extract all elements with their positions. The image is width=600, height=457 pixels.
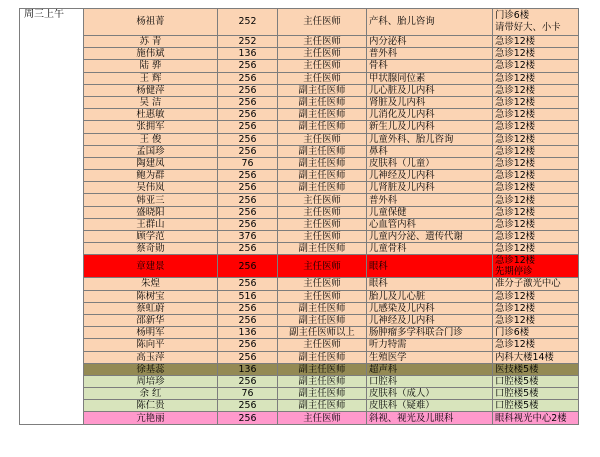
room-number: 256 <box>218 182 278 194</box>
schedule-row <box>20 351 579 363</box>
room-number: 256 <box>218 314 278 326</box>
clinic-location: 急诊12楼 <box>493 157 579 169</box>
department: 生殖医学 <box>367 351 493 363</box>
room-number: 252 <box>218 9 278 36</box>
room-number: 256 <box>218 121 278 133</box>
doctor-title: 副主任医师以上 <box>278 327 367 339</box>
clinic-location: 急诊12楼 <box>493 121 579 133</box>
schedule-row <box>20 206 579 218</box>
doctor-title: 主任医师 <box>278 278 367 290</box>
department: 儿心脏及儿内科 <box>367 84 493 96</box>
department: 胎儿及儿心脏 <box>367 290 493 302</box>
room-number: 256 <box>218 133 278 145</box>
department: 皮肤科（疑难） <box>367 400 493 412</box>
schedule-row <box>20 255 579 278</box>
department: 心血管内科 <box>367 218 493 230</box>
clinic-location: 眼科视光中心2楼 <box>493 412 579 424</box>
doctor-name: 亢艳丽 <box>84 412 218 424</box>
clinic-location: 急诊12楼 先期停诊 <box>493 255 579 278</box>
clinic-location: 准分子激光中心 <box>493 278 579 290</box>
department: 普外科 <box>367 48 493 60</box>
department: 儿消化及儿内科 <box>367 109 493 121</box>
department: 儿神经及儿内科 <box>367 314 493 326</box>
room-number: 256 <box>218 109 278 121</box>
schedule-row <box>20 36 579 48</box>
clinic-location: 急诊12楼 <box>493 314 579 326</box>
department: 肠肿瘤多学科联合门诊 <box>367 327 493 339</box>
clinic-location: 门诊6楼 请带好大、小卡 <box>493 9 579 36</box>
clinic-location: 急诊12楼 <box>493 170 579 182</box>
schedule-row <box>20 278 579 290</box>
room-number: 256 <box>218 60 278 72</box>
doctor-title: 副主任医师 <box>278 388 367 400</box>
clinic-location: 急诊12楼 <box>493 231 579 243</box>
schedule-row <box>20 231 579 243</box>
clinic-location: 急诊12楼 <box>493 302 579 314</box>
room-number: 256 <box>218 206 278 218</box>
clinic-location: 急诊12楼 <box>493 339 579 351</box>
doctor-title: 副主任医师 <box>278 400 367 412</box>
clinic-location: 急诊12楼 <box>493 60 579 72</box>
department: 听力特需 <box>367 339 493 351</box>
clinic-location: 口腔楼5楼 <box>493 375 579 387</box>
clinic-location: 急诊12楼 <box>493 109 579 121</box>
doctor-name: 杨健萍 <box>84 84 218 96</box>
doctor-name: 朱煌 <box>84 278 218 290</box>
doctor-name: 蔡奇勋 <box>84 243 218 255</box>
clinic-location: 急诊12楼 <box>493 36 579 48</box>
clinic-location: 急诊12楼 <box>493 145 579 157</box>
schedule-row <box>20 48 579 60</box>
doctor-title: 副主任医师 <box>278 314 367 326</box>
schedule-body <box>20 9 579 425</box>
department: 普外科 <box>367 194 493 206</box>
room-number: 136 <box>218 363 278 375</box>
department: 甲状腺同位素 <box>367 72 493 84</box>
doctor-title: 主任医师 <box>278 9 367 36</box>
schedule-row <box>20 314 579 326</box>
doctor-title: 副主任医师 <box>278 109 367 121</box>
doctor-name: 陈仁贵 <box>84 400 218 412</box>
room-number: 256 <box>218 84 278 96</box>
clinic-location: 急诊12楼 <box>493 182 579 194</box>
clinic-location: 口腔楼5楼 <box>493 388 579 400</box>
clinic-location: 口腔楼5楼 <box>493 400 579 412</box>
department: 眼科 <box>367 255 493 278</box>
schedule-row <box>20 302 579 314</box>
room-number: 256 <box>218 351 278 363</box>
room-number: 256 <box>218 170 278 182</box>
schedule-row <box>20 9 579 36</box>
doctor-name: 鲍为群 <box>84 170 218 182</box>
doctor-name: 王群山 <box>84 218 218 230</box>
clinic-location: 医技楼5楼 <box>493 363 579 375</box>
department: 产科、胎儿咨询 <box>367 9 493 36</box>
doctor-title: 副主任医师 <box>278 351 367 363</box>
department: 斜视、视光及儿眼科 <box>367 412 493 424</box>
room-number: 136 <box>218 48 278 60</box>
doctor-name: 蔡虹蔚 <box>84 302 218 314</box>
room-number: 256 <box>218 400 278 412</box>
room-number: 252 <box>218 36 278 48</box>
doctor-title: 主任医师 <box>278 412 367 424</box>
schedule-row <box>20 121 579 133</box>
room-number: 256 <box>218 72 278 84</box>
doctor-name: 吴伟岚 <box>84 182 218 194</box>
doctor-name: 苏 青 <box>84 36 218 48</box>
schedule-row <box>20 145 579 157</box>
doctor-title: 副主任医师 <box>278 121 367 133</box>
doctor-name: 王 俊 <box>84 133 218 145</box>
clinic-location: 门诊6楼 <box>493 327 579 339</box>
clinic-location: 急诊12楼 <box>493 218 579 230</box>
room-number: 136 <box>218 327 278 339</box>
department: 儿神经及儿内科 <box>367 170 493 182</box>
room-number: 256 <box>218 339 278 351</box>
schedule-row <box>20 363 579 375</box>
schedule-row <box>20 412 579 424</box>
department: 儿童外科、胎儿咨询 <box>367 133 493 145</box>
doctor-title: 主任医师 <box>278 231 367 243</box>
doctor-title: 副主任医师 <box>278 375 367 387</box>
doctor-name: 章建景 <box>84 255 218 278</box>
room-number: 256 <box>218 194 278 206</box>
schedule-row <box>20 388 579 400</box>
room-number: 256 <box>218 145 278 157</box>
room-number: 256 <box>218 302 278 314</box>
department: 超声科 <box>367 363 493 375</box>
doctor-title: 主任医师 <box>278 36 367 48</box>
room-number: 256 <box>218 278 278 290</box>
doctor-title: 副主任医师 <box>278 302 367 314</box>
clinic-location: 急诊12楼 <box>493 84 579 96</box>
doctor-name: 盛晓阳 <box>84 206 218 218</box>
room-number: 256 <box>218 375 278 387</box>
room-number: 256 <box>218 218 278 230</box>
doctor-name: 高玉萍 <box>84 351 218 363</box>
schedule-row <box>20 109 579 121</box>
doctor-title: 主任医师 <box>278 72 367 84</box>
schedule-row <box>20 400 579 412</box>
schedule-row <box>20 194 579 206</box>
schedule-row <box>20 290 579 302</box>
clinic-location: 急诊12楼 <box>493 290 579 302</box>
doctor-name: 杜惠敏 <box>84 109 218 121</box>
doctor-name: 杨明军 <box>84 327 218 339</box>
doctor-title: 副主任医师 <box>278 170 367 182</box>
clinic-location: 急诊12楼 <box>493 133 579 145</box>
department: 皮肤科（成人） <box>367 388 493 400</box>
clinic-location: 内科大楼14楼 <box>493 351 579 363</box>
doctor-title: 副主任医师 <box>278 157 367 169</box>
schedule-row <box>20 243 579 255</box>
schedule-row <box>20 133 579 145</box>
doctor-name: 陈树宝 <box>84 290 218 302</box>
schedule-row <box>20 375 579 387</box>
department: 新生儿及儿内科 <box>367 121 493 133</box>
clinic-location: 急诊12楼 <box>493 72 579 84</box>
doctor-name: 施伟斌 <box>84 48 218 60</box>
doctor-title: 副主任医师 <box>278 96 367 108</box>
department: 儿童内分泌、遗传代谢 <box>367 231 493 243</box>
schedule-row <box>20 182 579 194</box>
doctor-title: 主任医师 <box>278 206 367 218</box>
clinic-location: 急诊12楼 <box>493 194 579 206</box>
department: 儿童骨科 <box>367 243 493 255</box>
doctor-title: 主任医师 <box>278 339 367 351</box>
doctor-name: 孟国珍 <box>84 145 218 157</box>
schedule-row <box>20 218 579 230</box>
doctor-name: 顾学范 <box>84 231 218 243</box>
clinic-location: 急诊12楼 <box>493 206 579 218</box>
room-number: 256 <box>218 243 278 255</box>
doctor-title: 主任医师 <box>278 133 367 145</box>
doctor-name: 周培珍 <box>84 375 218 387</box>
doctor-name: 陈向平 <box>84 339 218 351</box>
clinic-location: 急诊12楼 <box>493 48 579 60</box>
doctor-title: 主任医师 <box>278 290 367 302</box>
department: 眼科 <box>367 278 493 290</box>
doctor-name: 韩亚三 <box>84 194 218 206</box>
doctor-title: 副主任医师 <box>278 243 367 255</box>
department: 鼻科 <box>367 145 493 157</box>
doctor-title: 主任医师 <box>278 194 367 206</box>
schedule-row <box>20 96 579 108</box>
doctor-title: 主任医师 <box>278 218 367 230</box>
room-number: 256 <box>218 412 278 424</box>
doctor-name: 杨祖菁 <box>84 9 218 36</box>
doctor-title: 主任医师 <box>278 60 367 72</box>
room-number: 76 <box>218 388 278 400</box>
doctor-name: 邵新华 <box>84 314 218 326</box>
schedule-row <box>20 72 579 84</box>
department: 皮肤科（儿童） <box>367 157 493 169</box>
clinic-location: 急诊12楼 <box>493 96 579 108</box>
doctor-name: 陶建凤 <box>84 157 218 169</box>
room-number: 256 <box>218 96 278 108</box>
doctor-name: 陆 骅 <box>84 60 218 72</box>
doctor-name: 徐基蕊 <box>84 363 218 375</box>
schedule-table <box>19 8 579 425</box>
schedule-row <box>20 84 579 96</box>
schedule-row <box>20 170 579 182</box>
department: 口腔科 <box>367 375 493 387</box>
schedule-row <box>20 157 579 169</box>
doctor-title: 副主任医师 <box>278 363 367 375</box>
schedule-row <box>20 60 579 72</box>
doctor-title: 副主任医师 <box>278 84 367 96</box>
clinic-location: 急诊12楼 <box>493 243 579 255</box>
room-number: 76 <box>218 157 278 169</box>
doctor-title: 副主任医师 <box>278 182 367 194</box>
doctor-title: 主任医师 <box>278 255 367 278</box>
doctor-name: 吴 洁 <box>84 96 218 108</box>
doctor-title: 副主任医师 <box>278 145 367 157</box>
room-number: 256 <box>218 255 278 278</box>
department: 儿童保健 <box>367 206 493 218</box>
department: 儿肾脏及儿内科 <box>367 182 493 194</box>
schedule-row <box>20 339 579 351</box>
schedule-row <box>20 327 579 339</box>
doctor-name: 王 辉 <box>84 72 218 84</box>
department: 内分泌科 <box>367 36 493 48</box>
department: 肾脏及儿内科 <box>367 96 493 108</box>
day-label: 周三上午 <box>20 9 84 425</box>
room-number: 516 <box>218 290 278 302</box>
doctor-name: 余 红 <box>84 388 218 400</box>
department: 儿感染及儿内科 <box>367 302 493 314</box>
department: 骨科 <box>367 60 493 72</box>
doctor-title: 主任医师 <box>278 48 367 60</box>
room-number: 376 <box>218 231 278 243</box>
doctor-name: 张拥军 <box>84 121 218 133</box>
